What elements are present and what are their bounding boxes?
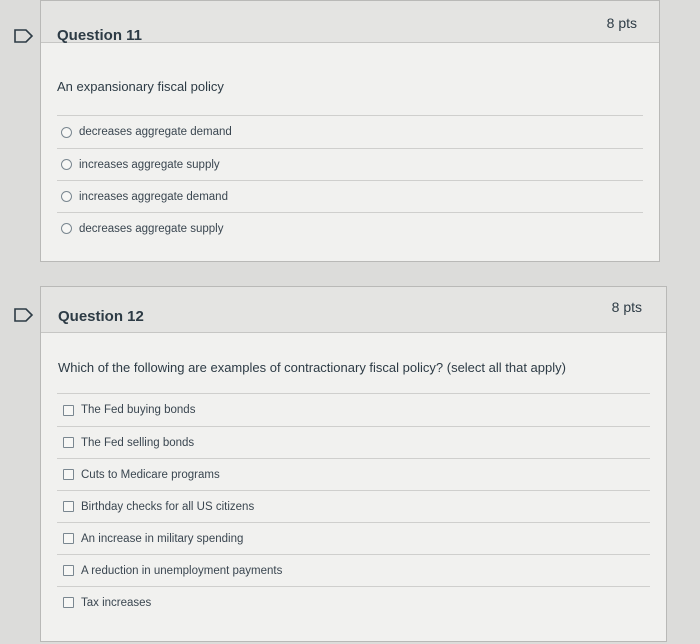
question-12-text: Which of the following are examples of contractionary fiscal policy? (select all that apply) <box>58 360 566 375</box>
answer-label: decreases aggregate demand <box>79 126 232 138</box>
question-11-answers <box>57 115 643 244</box>
answer-label: A reduction in unemployment payments <box>81 564 283 577</box>
radio-button[interactable] <box>61 191 72 202</box>
answer-option[interactable] <box>57 426 650 458</box>
question-12-title: Question 12 <box>58 308 144 325</box>
question-12-card <box>40 286 667 642</box>
answer-option[interactable] <box>57 458 650 490</box>
question-12-header <box>41 287 666 333</box>
radio-button[interactable] <box>61 159 72 170</box>
answer-option[interactable] <box>57 212 643 244</box>
flag-question-11-icon[interactable] <box>14 29 34 43</box>
answer-option[interactable] <box>57 115 643 148</box>
answer-option[interactable] <box>57 586 650 618</box>
answer-label: The Fed selling bonds <box>81 436 195 449</box>
question-12-points: 8 pts <box>611 299 642 315</box>
answer-option[interactable] <box>57 148 643 180</box>
question-11-title: Question 11 <box>57 27 143 44</box>
answer-label: The Fed buying bonds <box>81 404 196 416</box>
answer-label: Birthday checks for all US citizens <box>81 500 255 513</box>
question-11-text: An expansionary fiscal policy <box>57 79 224 94</box>
question-11-points: 8 pts <box>606 15 637 31</box>
question-11-header <box>41 1 659 43</box>
answer-label: Cuts to Medicare programs <box>81 468 220 481</box>
checkbox[interactable] <box>63 437 74 448</box>
answer-option[interactable] <box>57 180 643 212</box>
checkbox[interactable] <box>63 501 74 512</box>
checkbox[interactable] <box>63 405 74 416</box>
answer-option[interactable] <box>57 490 650 522</box>
answer-option[interactable] <box>57 522 650 554</box>
answer-label: increases aggregate supply <box>79 158 220 171</box>
checkbox[interactable] <box>63 533 74 544</box>
answer-option[interactable] <box>57 393 650 426</box>
question-12-answers <box>57 393 650 618</box>
answer-label: increases aggregate demand <box>79 190 228 203</box>
answer-label: An increase in military spending <box>81 532 244 545</box>
flag-question-12-icon[interactable] <box>14 308 34 322</box>
answer-option[interactable] <box>57 554 650 586</box>
radio-button[interactable] <box>61 223 72 234</box>
answer-label: Tax increases <box>81 596 152 609</box>
question-11-card <box>40 0 660 262</box>
checkbox[interactable] <box>63 565 74 576</box>
radio-button[interactable] <box>61 127 72 138</box>
answer-label: decreases aggregate supply <box>79 222 224 235</box>
checkbox[interactable] <box>63 597 74 608</box>
checkbox[interactable] <box>63 469 74 480</box>
